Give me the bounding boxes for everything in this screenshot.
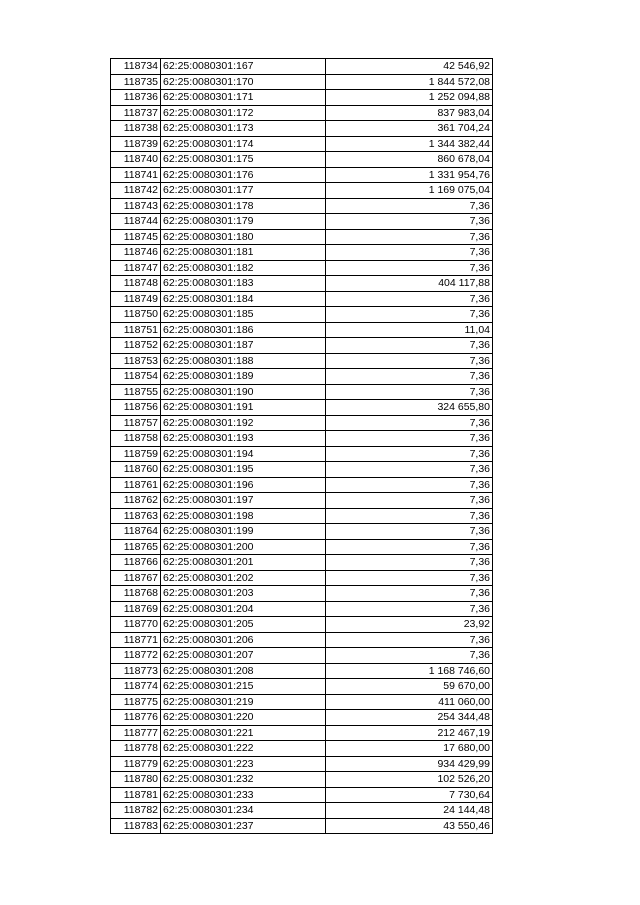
table-row: [111, 291, 493, 307]
value-cell: 7,36: [326, 539, 493, 555]
table-row: [111, 818, 493, 834]
value-cell: 7,36: [326, 198, 493, 214]
cadastral-number-cell: 62:25:0080301:177: [161, 183, 326, 199]
cadastral-number-cell: 62:25:0080301:205: [161, 617, 326, 633]
value-cell: 7 730,64: [326, 787, 493, 803]
cadastral-number-cell: 62:25:0080301:185: [161, 307, 326, 323]
row-number-cell: 118736: [111, 90, 161, 106]
value-cell: 1 331 954,76: [326, 167, 493, 183]
table-row: [111, 679, 493, 695]
cadastral-number-cell: 62:25:0080301:167: [161, 59, 326, 75]
table-row: [111, 648, 493, 664]
row-number-cell: 118751: [111, 322, 161, 338]
cadastral-number-cell: 62:25:0080301:182: [161, 260, 326, 276]
table-row: [111, 369, 493, 385]
value-cell: 59 670,00: [326, 679, 493, 695]
cadastral-number-cell: 62:25:0080301:173: [161, 121, 326, 137]
value-cell: 17 680,00: [326, 741, 493, 757]
value-cell: 102 526,20: [326, 772, 493, 788]
table-row: [111, 338, 493, 354]
table-row: [111, 477, 493, 493]
table-row: [111, 555, 493, 571]
cadastral-number-cell: 62:25:0080301:180: [161, 229, 326, 245]
cadastral-number-cell: 62:25:0080301:198: [161, 508, 326, 524]
table-row: [111, 198, 493, 214]
row-number-cell: 118754: [111, 369, 161, 385]
cadastral-number-cell: 62:25:0080301:203: [161, 586, 326, 602]
row-number-cell: 118749: [111, 291, 161, 307]
table-row: [111, 803, 493, 819]
table-row: [111, 741, 493, 757]
table-row: [111, 710, 493, 726]
value-cell: 7,36: [326, 307, 493, 323]
table-row: [111, 167, 493, 183]
value-cell: 860 678,04: [326, 152, 493, 168]
row-number-cell: 118771: [111, 632, 161, 648]
table-row: [111, 353, 493, 369]
row-number-cell: 118773: [111, 663, 161, 679]
value-cell: 7,36: [326, 291, 493, 307]
value-cell: 7,36: [326, 369, 493, 385]
value-cell: 7,36: [326, 570, 493, 586]
row-number-cell: 118769: [111, 601, 161, 617]
table-row: [111, 260, 493, 276]
table-body: [111, 59, 493, 834]
cadastral-number-cell: 62:25:0080301:178: [161, 198, 326, 214]
value-cell: 7,36: [326, 555, 493, 571]
row-number-cell: 118777: [111, 725, 161, 741]
row-number-cell: 118740: [111, 152, 161, 168]
row-number-cell: 118755: [111, 384, 161, 400]
cadastral-number-cell: 62:25:0080301:189: [161, 369, 326, 385]
cadastral-number-cell: 62:25:0080301:196: [161, 477, 326, 493]
value-cell: 7,36: [326, 415, 493, 431]
value-cell: 411 060,00: [326, 694, 493, 710]
row-number-cell: 118750: [111, 307, 161, 323]
row-number-cell: 118767: [111, 570, 161, 586]
row-number-cell: 118783: [111, 818, 161, 834]
value-cell: 43 550,46: [326, 818, 493, 834]
table-row: [111, 415, 493, 431]
value-cell: 324 655,80: [326, 400, 493, 416]
table-row: [111, 725, 493, 741]
cadastral-number-cell: 62:25:0080301:221: [161, 725, 326, 741]
table-row: [111, 586, 493, 602]
table-row: [111, 431, 493, 447]
row-number-cell: 118766: [111, 555, 161, 571]
value-cell: 7,36: [326, 338, 493, 354]
table-row: [111, 214, 493, 230]
value-cell: 361 704,24: [326, 121, 493, 137]
row-number-cell: 118747: [111, 260, 161, 276]
cadastral-number-cell: 62:25:0080301:172: [161, 105, 326, 121]
row-number-cell: 118759: [111, 446, 161, 462]
value-cell: 23,92: [326, 617, 493, 633]
row-number-cell: 118778: [111, 741, 161, 757]
cadastral-number-cell: 62:25:0080301:219: [161, 694, 326, 710]
table-row: [111, 152, 493, 168]
cadastral-number-cell: 62:25:0080301:195: [161, 462, 326, 478]
row-number-cell: 118734: [111, 59, 161, 75]
value-cell: 7,36: [326, 508, 493, 524]
row-number-cell: 118770: [111, 617, 161, 633]
row-number-cell: 118735: [111, 74, 161, 90]
row-number-cell: 118761: [111, 477, 161, 493]
row-number-cell: 118779: [111, 756, 161, 772]
table-row: [111, 617, 493, 633]
row-number-cell: 118781: [111, 787, 161, 803]
value-cell: 837 983,04: [326, 105, 493, 121]
table-row: [111, 121, 493, 137]
cadastral-number-cell: 62:25:0080301:184: [161, 291, 326, 307]
cadastral-number-cell: 62:25:0080301:190: [161, 384, 326, 400]
cadastral-number-cell: 62:25:0080301:174: [161, 136, 326, 152]
value-cell: 1 844 572,08: [326, 74, 493, 90]
row-number-cell: 118776: [111, 710, 161, 726]
row-number-cell: 118763: [111, 508, 161, 524]
row-number-cell: 118739: [111, 136, 161, 152]
cadastral-number-cell: 62:25:0080301:199: [161, 524, 326, 540]
cadastral-number-cell: 62:25:0080301:200: [161, 539, 326, 555]
value-cell: 7,36: [326, 431, 493, 447]
row-number-cell: 118746: [111, 245, 161, 261]
value-cell: 7,36: [326, 229, 493, 245]
cadastral-number-cell: 62:25:0080301:175: [161, 152, 326, 168]
table-row: [111, 384, 493, 400]
cadastral-number-cell: 62:25:0080301:232: [161, 772, 326, 788]
table-row: [111, 59, 493, 75]
row-number-cell: 118760: [111, 462, 161, 478]
cadastral-number-cell: 62:25:0080301:193: [161, 431, 326, 447]
table-row: [111, 276, 493, 292]
row-number-cell: 118774: [111, 679, 161, 695]
table-row: [111, 322, 493, 338]
cadastral-number-cell: 62:25:0080301:194: [161, 446, 326, 462]
row-number-cell: 118743: [111, 198, 161, 214]
row-number-cell: 118762: [111, 493, 161, 509]
value-cell: 42 546,92: [326, 59, 493, 75]
table-row: [111, 632, 493, 648]
table-row: [111, 462, 493, 478]
cadastral-number-cell: 62:25:0080301:204: [161, 601, 326, 617]
row-number-cell: 118780: [111, 772, 161, 788]
table-row: [111, 787, 493, 803]
row-number-cell: 118753: [111, 353, 161, 369]
cadastral-number-cell: 62:25:0080301:183: [161, 276, 326, 292]
row-number-cell: 118738: [111, 121, 161, 137]
row-number-cell: 118757: [111, 415, 161, 431]
row-number-cell: 118744: [111, 214, 161, 230]
table-row: [111, 772, 493, 788]
cadastral-number-cell: 62:25:0080301:176: [161, 167, 326, 183]
cadastral-number-cell: 62:25:0080301:187: [161, 338, 326, 354]
row-number-cell: 118737: [111, 105, 161, 121]
table-row: [111, 90, 493, 106]
row-number-cell: 118782: [111, 803, 161, 819]
cadastral-number-cell: 62:25:0080301:234: [161, 803, 326, 819]
table-row: [111, 570, 493, 586]
cadastral-number-cell: 62:25:0080301:188: [161, 353, 326, 369]
cadastral-number-cell: 62:25:0080301:181: [161, 245, 326, 261]
row-number-cell: 118742: [111, 183, 161, 199]
table-row: [111, 105, 493, 121]
cadastral-number-cell: 62:25:0080301:222: [161, 741, 326, 757]
row-number-cell: 118764: [111, 524, 161, 540]
table-row: [111, 446, 493, 462]
table-row: [111, 229, 493, 245]
table-row: [111, 663, 493, 679]
value-cell: 7,36: [326, 384, 493, 400]
cadastral-number-cell: 62:25:0080301:171: [161, 90, 326, 106]
value-cell: 7,36: [326, 260, 493, 276]
table-row: [111, 136, 493, 152]
value-cell: 7,36: [326, 214, 493, 230]
cadastral-number-cell: 62:25:0080301:207: [161, 648, 326, 664]
table-row: [111, 245, 493, 261]
cadastral-number-cell: 62:25:0080301:208: [161, 663, 326, 679]
cadastral-number-cell: 62:25:0080301:192: [161, 415, 326, 431]
value-cell: 1 252 094,88: [326, 90, 493, 106]
value-cell: 404 117,88: [326, 276, 493, 292]
table-row: [111, 74, 493, 90]
row-number-cell: 118768: [111, 586, 161, 602]
row-number-cell: 118752: [111, 338, 161, 354]
value-cell: 7,36: [326, 493, 493, 509]
value-cell: 934 429,99: [326, 756, 493, 772]
cadastral-number-cell: 62:25:0080301:220: [161, 710, 326, 726]
cadastral-number-cell: 62:25:0080301:215: [161, 679, 326, 695]
table-row: [111, 539, 493, 555]
value-cell: 11,04: [326, 322, 493, 338]
value-cell: 7,36: [326, 524, 493, 540]
cadastral-number-cell: 62:25:0080301:233: [161, 787, 326, 803]
cadastral-number-cell: 62:25:0080301:170: [161, 74, 326, 90]
cadastral-number-cell: 62:25:0080301:186: [161, 322, 326, 338]
cadastral-number-cell: 62:25:0080301:206: [161, 632, 326, 648]
table-row: [111, 508, 493, 524]
value-cell: 7,36: [326, 477, 493, 493]
row-number-cell: 118756: [111, 400, 161, 416]
cadastral-number-cell: 62:25:0080301:237: [161, 818, 326, 834]
value-cell: 7,36: [326, 632, 493, 648]
cadastral-number-cell: 62:25:0080301:223: [161, 756, 326, 772]
table-row: [111, 524, 493, 540]
value-cell: 7,36: [326, 601, 493, 617]
cadastral-value-table: [110, 58, 493, 834]
value-cell: 1 169 075,04: [326, 183, 493, 199]
table-row: [111, 183, 493, 199]
row-number-cell: 118741: [111, 167, 161, 183]
value-cell: 7,36: [326, 353, 493, 369]
value-cell: 7,36: [326, 446, 493, 462]
value-cell: 1 168 746,60: [326, 663, 493, 679]
table-row: [111, 400, 493, 416]
value-cell: 1 344 382,44: [326, 136, 493, 152]
row-number-cell: 118745: [111, 229, 161, 245]
value-cell: 212 467,19: [326, 725, 493, 741]
cadastral-number-cell: 62:25:0080301:197: [161, 493, 326, 509]
cadastral-number-cell: 62:25:0080301:179: [161, 214, 326, 230]
cadastral-number-cell: 62:25:0080301:202: [161, 570, 326, 586]
cadastral-number-cell: 62:25:0080301:201: [161, 555, 326, 571]
table-row: [111, 694, 493, 710]
table-row: [111, 307, 493, 323]
value-cell: 7,36: [326, 648, 493, 664]
row-number-cell: 118758: [111, 431, 161, 447]
row-number-cell: 118772: [111, 648, 161, 664]
row-number-cell: 118775: [111, 694, 161, 710]
value-cell: 254 344,48: [326, 710, 493, 726]
value-cell: 7,36: [326, 462, 493, 478]
table-row: [111, 601, 493, 617]
cadastral-number-cell: 62:25:0080301:191: [161, 400, 326, 416]
table-row: [111, 493, 493, 509]
value-cell: 7,36: [326, 245, 493, 261]
row-number-cell: 118765: [111, 539, 161, 555]
value-cell: 7,36: [326, 586, 493, 602]
value-cell: 24 144,48: [326, 803, 493, 819]
row-number-cell: 118748: [111, 276, 161, 292]
table-row: [111, 756, 493, 772]
